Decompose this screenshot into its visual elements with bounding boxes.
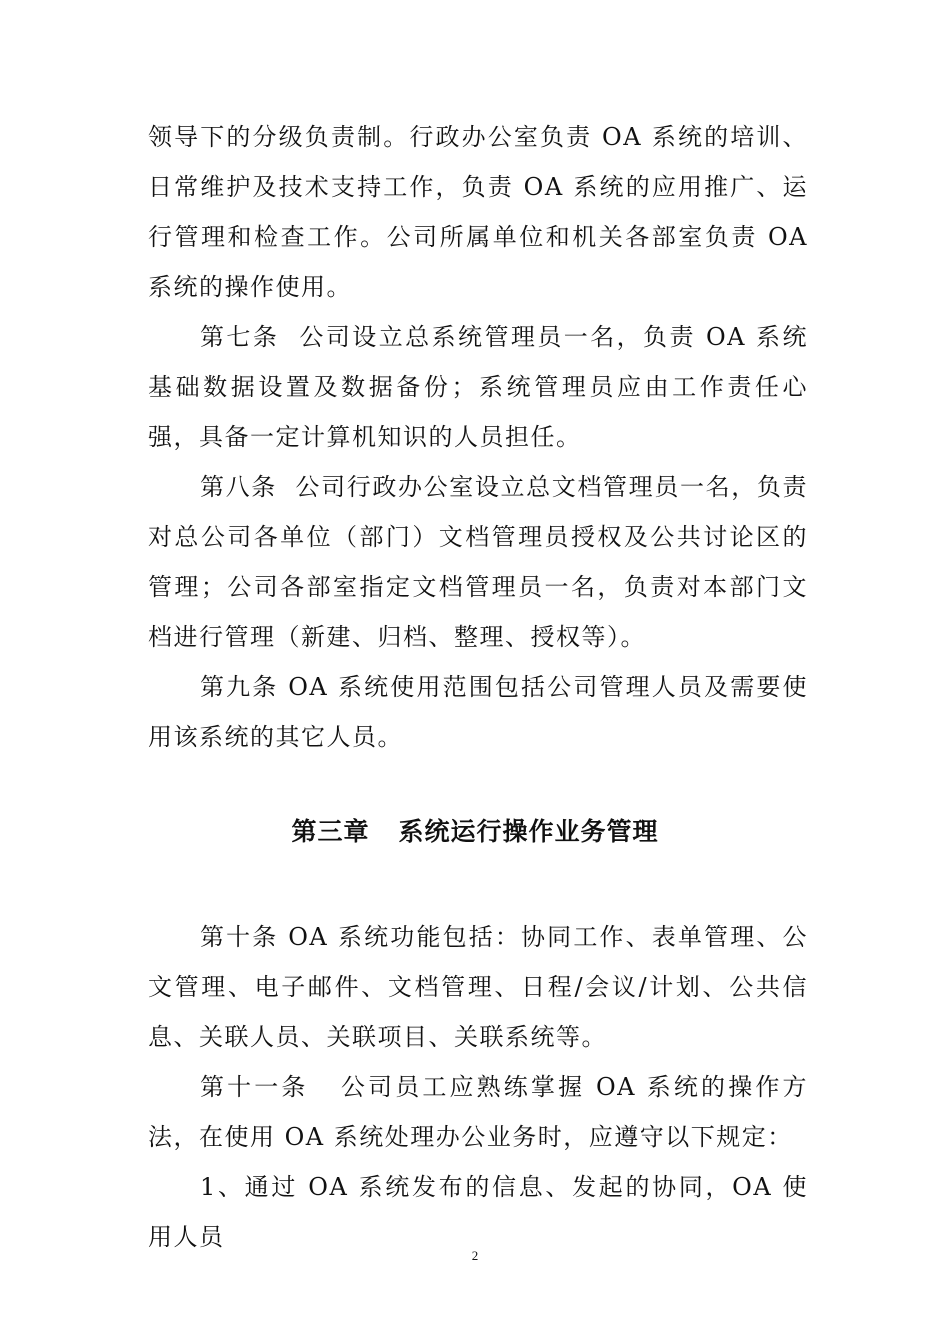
article-9: 第九条 OA 系统使用范围包括公司管理人员及需要使用该系统的其它人员。 [148,673,808,751]
article-10: 第十条 OA 系统功能包括：协同工作、表单管理、公文管理、电子邮件、文档管理、日程/会议/计划、公共信息、关联人员、关联项目、关联系统等。 [148,923,808,1051]
article-11: 第十一条 公司员工应熟练掌握 OA 系统的操作方法，在使用 OA 系统处理办公业务时，应遵守以下规定： [148,1073,808,1151]
article-7: 第七条 公司设立总系统管理员一名，负责 OA 系统基础数据设置及数据备份；系统管理员应由工作责任心强，具备一定计算机知识的人员担任。 [148,323,808,451]
list-item-1: 1、通过 OA 系统发布的信息、发起的协同，OA 使用人员 [148,1173,808,1251]
page-number: 2 [471,1248,479,1263]
paragraph-continuation: 领导下的分级负责制。行政办公室负责 OA 系统的培训、日常维护及技术支持工作，负责 OA 系统的应用推广、运行管理和检查工作。公司所属单位和机关各部室负责 OA 系统的操作使用。 [148,123,818,301]
article-8: 第八条 公司行政办公室设立总文档管理员一名，负责对总公司各单位（部门）文档管理员授权及公共讨论区的管理；公司各部室指定文档管理员一名，负责对本部门文档进行管理（新建、归档、整理、授权等）。 [148,473,808,651]
chapter-title: 第三章 系统运行操作业务管理 [291,817,659,846]
